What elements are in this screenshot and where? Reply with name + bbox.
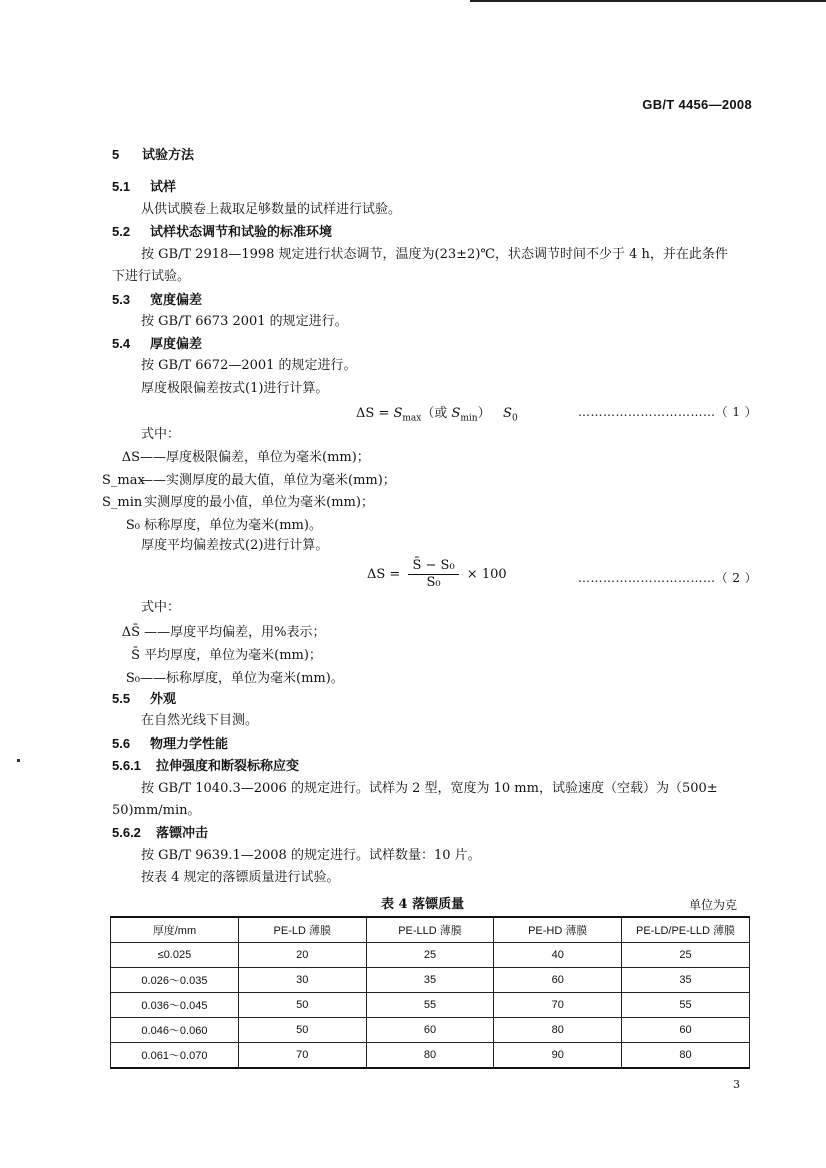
page-number: 3 — [733, 1078, 740, 1091]
table-cell: 25 — [622, 943, 750, 968]
variable-definition — [102, 621, 326, 640]
table-cell: 60 — [622, 1018, 750, 1043]
section-5-1-heading — [112, 178, 176, 197]
paragraph-continuation: 50)mm/min。 — [112, 803, 201, 818]
section-5-2-heading — [112, 223, 332, 242]
section-title: 物理力学性能 — [150, 737, 229, 752]
top-edge-line — [470, 0, 826, 2]
variable-description: ——厚度极限偏差，单位为毫米(mm)； — [140, 450, 370, 465]
variable-symbol: S_min — [102, 495, 143, 510]
variable-description: ——标称厚度，单位为毫米(mm)。 — [140, 671, 344, 686]
section-5-6-heading — [112, 735, 228, 754]
table-cell: 70 — [494, 993, 622, 1018]
paragraph: 厚度极限偏差按式(1)进行计算。 — [141, 381, 329, 396]
variable-description: 实测厚度的最小值，单位为毫米(mm)； — [140, 495, 374, 510]
section-5-5-heading — [112, 690, 176, 709]
section-number: 5.4 — [112, 336, 131, 351]
formula-subscript: min — [460, 413, 478, 424]
table-cell: 0.046～0.060 — [111, 1018, 239, 1043]
section-title: 落镖冲击 — [156, 826, 209, 841]
variable-symbol: S̄ — [131, 648, 140, 663]
section-5-3-heading — [112, 291, 202, 310]
section-title: 宽度偏差 — [150, 293, 203, 308]
variable-definition — [102, 514, 322, 533]
formula-symbol: S — [503, 406, 512, 421]
formula-2 — [367, 558, 507, 591]
section-title: 试验方法 — [142, 148, 195, 163]
table-cell: 25 — [366, 943, 494, 968]
table-cell: 80 — [366, 1043, 494, 1069]
section-number: 5.6 — [112, 736, 131, 751]
table-cell: 20 — [238, 943, 366, 968]
section-5-4-heading — [112, 335, 202, 354]
table-cell: ≤0.025 — [111, 943, 239, 968]
formula-1 — [356, 402, 518, 424]
formula-2-number: ……………………………（ 2 ） — [578, 571, 758, 585]
table-row — [111, 1043, 750, 1069]
table-cell: 70 — [238, 1043, 366, 1069]
variable-symbol: ΔS — [121, 450, 140, 465]
formula-symbol: S — [393, 406, 403, 421]
section-title: 外观 — [150, 692, 177, 707]
formula-subscript: max — [402, 413, 422, 424]
section-number: 5.3 — [112, 292, 131, 307]
column-header: 厚度/mm — [111, 917, 239, 943]
variable-definition — [102, 667, 344, 686]
paragraph-continuation: 下进行试验。 — [112, 269, 191, 284]
table-cell: 55 — [622, 993, 750, 1018]
table-cell: 40 — [494, 943, 622, 968]
table-row — [111, 993, 750, 1018]
paragraph: 厚度平均偏差按式(2)进行计算。 — [141, 538, 329, 553]
section-number: 5.6.1 — [112, 758, 141, 773]
table-header-row — [111, 917, 750, 943]
column-header: PE-LD/PE-LLD 薄膜 — [622, 917, 750, 943]
table-cell: 60 — [366, 1018, 494, 1043]
variable-description: ——厚度平均偏差，用%表示； — [140, 625, 326, 640]
where-label: 式中： — [141, 427, 181, 442]
table-row — [111, 943, 750, 968]
formula-text: （或 — [421, 406, 452, 421]
section-5-heading — [112, 146, 194, 165]
variable-definition — [102, 491, 374, 510]
variable-description: 标称厚度，单位为毫米(mm)。 — [140, 518, 322, 533]
section-number: 5.6.2 — [112, 825, 141, 840]
formula-text: ΔS = — [367, 567, 401, 582]
section-number: 5 — [112, 147, 120, 162]
table-cell: 0.061～0.070 — [111, 1043, 239, 1069]
fraction-denominator: S₀ — [426, 575, 441, 590]
dart-mass-table — [110, 916, 750, 1069]
scan-dot — [17, 759, 20, 762]
section-number: 5.1 — [112, 179, 131, 194]
section-title: 拉伸强度和断裂标称应变 — [156, 759, 300, 774]
paragraph: 按 GB/T 1040.3—2006 的规定进行。试样为 2 型，宽度为 10 mm，试验速度（空载）为（500± — [141, 781, 718, 796]
formula-text: ） — [477, 406, 491, 421]
where-label: 式中： — [141, 600, 181, 615]
section-5-6-1-heading — [112, 757, 299, 776]
column-header: PE-LLD 薄膜 — [366, 917, 494, 943]
table-cell: 90 — [494, 1043, 622, 1069]
variable-definition — [102, 469, 396, 488]
table-row — [111, 968, 750, 993]
formula-text: × 100 — [466, 567, 507, 582]
variable-symbol: S₀ — [125, 518, 140, 533]
section-5-6-2-heading — [112, 824, 208, 843]
section-title: 试样 — [150, 180, 177, 195]
standard-code: GB/T 4456—2008 — [642, 97, 752, 112]
table-cell: 35 — [622, 968, 750, 993]
paragraph: 按 GB/T 2918—1998 规定进行状态调节，温度为(23±2)℃，状态调节时间不少于 4 h，并在此条件 — [141, 247, 728, 262]
formula-fraction — [408, 558, 458, 591]
table-row — [111, 1018, 750, 1043]
table-cell: 35 — [366, 968, 494, 993]
variable-symbol: S_max — [102, 473, 145, 488]
paragraph: 按 GB/T 6673 2001 的规定进行。 — [141, 314, 348, 329]
variable-symbol: ΔS̄ — [121, 625, 140, 640]
paragraph: 按 GB/T 9639.1—2008 的规定进行。试样数量：10 片。 — [141, 848, 481, 863]
variable-description: 平均厚度，单位为毫米(mm)； — [140, 648, 322, 663]
fraction-numerator: S̄ − S₀ — [408, 558, 458, 575]
table-cell: 50 — [238, 993, 366, 1018]
table-cell: 80 — [494, 1018, 622, 1043]
formula-1-number: ……………………………（ 1 ） — [578, 405, 758, 419]
section-title: 试样状态调节和试验的标准环境 — [150, 225, 333, 240]
section-title: 厚度偏差 — [150, 337, 203, 352]
section-number: 5.5 — [112, 691, 131, 706]
table-cell: 55 — [366, 993, 494, 1018]
paragraph: 按表 4 规定的落镖质量进行试验。 — [141, 870, 340, 885]
table-cell: 80 — [622, 1043, 750, 1069]
table-unit: 单位为克 — [689, 898, 738, 912]
formula-text: ΔS = — [356, 406, 394, 421]
variable-symbol: S₀ — [125, 671, 140, 686]
column-header: PE-HD 薄膜 — [494, 917, 622, 943]
formula-symbol: S — [451, 406, 461, 421]
table-cell: 0.036～0.045 — [111, 993, 239, 1018]
paragraph: 按 GB/T 6672—2001 的规定进行。 — [141, 358, 357, 373]
table-caption: 表 4 落镖质量 — [381, 897, 465, 912]
section-number: 5.2 — [112, 224, 131, 239]
paragraph: 从供试膜卷上裁取足够数量的试样进行试验。 — [141, 202, 402, 217]
table-cell: 30 — [238, 968, 366, 993]
table-cell: 60 — [494, 968, 622, 993]
column-header: PE-LD 薄膜 — [238, 917, 366, 943]
table-cell: 50 — [238, 1018, 366, 1043]
variable-definition — [102, 644, 322, 663]
paragraph: 在自然光线下目测。 — [141, 713, 259, 728]
table-cell: 0.026～0.035 — [111, 968, 239, 993]
variable-description: ——实测厚度的最大值，单位为毫米(mm)； — [140, 473, 396, 488]
formula-subscript: 0 — [511, 413, 518, 424]
variable-definition — [102, 446, 370, 465]
